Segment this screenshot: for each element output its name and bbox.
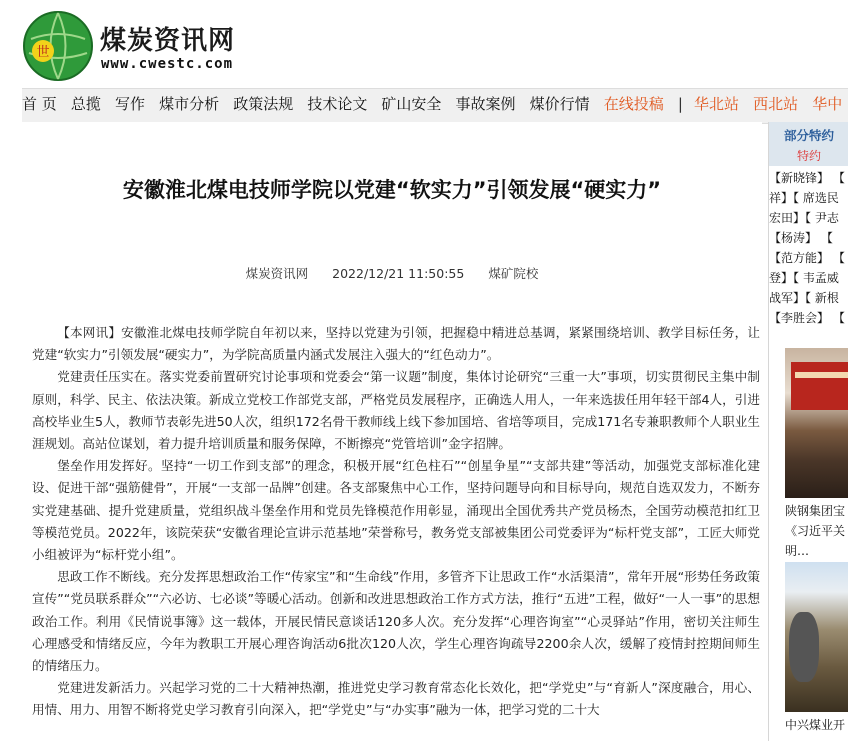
article-datetime: 2022/12/21 11:50:55: [332, 266, 465, 281]
nav-item-market-analysis[interactable]: 煤市分析: [159, 95, 220, 113]
nav-item-submit[interactable]: 在线投稿: [603, 95, 664, 113]
photo-banner-text: [795, 372, 848, 378]
article-category[interactable]: 煤矿院校: [488, 266, 539, 281]
article-meta: [22, 264, 762, 282]
news-caption-2-line1[interactable]: 中兴煤业开: [785, 718, 846, 732]
news-caption-1-line2[interactable]: 《习近平关: [785, 524, 846, 538]
nav-station-northwest[interactable]: 西北站: [753, 95, 799, 113]
nav-item-policy[interactable]: 政策法规: [233, 95, 294, 113]
nav-station-central-china[interactable]: 华中: [812, 95, 843, 113]
sidebar-header: [769, 122, 848, 166]
globe-logo-icon[interactable]: [21, 9, 95, 83]
contributor-link[interactable]: 【新晓锋】 【: [769, 171, 845, 185]
contributor-link[interactable]: 宏田】【 尹志: [769, 211, 839, 225]
article-title: 安徽淮北煤电技师学院以党建“软实力”引领发展“硬实力”: [122, 178, 662, 202]
article-source: 煤炭资讯网: [245, 266, 309, 281]
article-paragraph: 党建责任压实在。落实党委前置研究讨论事项和党委会“第一议题”制度，集体讨论研究“三重一大”事项，切实贯彻民主集中制原则，科学、民主、依法决策。新成立党校工作部党支部，严格党员发展程序，正确选人用人，一年来选拔任用年轻干部4人，引进高校毕业生5人，教师节表彰先进50人次，组织172名骨干教师线上线下参加国培、省培等项目，完成171名专兼职教师个人职业生涯规划。高站位谋划，着力提升培训质量和服务保障，不断擦亮“党管培训”金字招牌。: [32, 369, 760, 452]
news-caption-1-line3[interactable]: 明…: [785, 544, 810, 558]
nav-separator: |: [677, 95, 683, 113]
nav-item-coal-prices[interactable]: 煤价行情: [529, 95, 590, 113]
article-paragraph: 思政工作不断线。充分发挥思想政治工作“传家宝”和“生命线”作用，多管齐下让思政工作“水活渠清”，常年开展“形势任务政策宣传”“党员联系群众”“六必访、七必谈”等暖心活动。创新和改进思想政治工作方式方法，推行“五进”工程，做好“一人一事”的思想政治工作。利用《民情说事簿》这一载体，开展民情民意谈话120多人次。充分发挥“心理咨询室”“心灵驿站”作用，密切关注师生心理感受和情绪反应，今年为教职工开展心理咨询活动6批次120人次，学生心理咨询疏导2200余人次，缓解了疫情封控期间师生的情绪压力。: [32, 569, 760, 674]
nav-item-mine-safety[interactable]: 矿山安全: [381, 95, 442, 113]
contributor-list: [769, 166, 848, 328]
news-photo-1[interactable]: [785, 348, 848, 498]
article-body: [32, 322, 760, 722]
contributor-link[interactable]: 战军】【 新根: [769, 291, 839, 305]
article-paragraph: 堡垒作用发挥好。坚持“一切工作到支部”的理念，积极开展“红色柱石”“创星争星”“支部共建”等活动，加强党支部标准化建设、促进干部“强筋健骨”，开展“一支部一品牌”创建。各支部聚焦中心工作，坚持问题导向和目标导向，规范自选双发力，不断夯实党建基础、提升党建质量，党组织战斗堡垒作用和党员先锋模范作用彰显，涌现出全国优秀共产党员杨杰，全国劳动模范扣红卫等模范党员。2022年，该院荣获“安徽省理论宣讲示范基地”荣誉称号，教务党支部被集团公司党委评为“标杆党支部”，工匠大师党小组被评为“标杆党小组”。: [32, 458, 760, 563]
nav-item-accident-cases[interactable]: 事故案例: [455, 95, 516, 113]
main-nav: [22, 88, 848, 124]
logo-mark-text: 世: [36, 45, 50, 60]
site-url[interactable]: www.cwestc.com: [101, 56, 234, 72]
contributor-link[interactable]: 【李胜会】 【: [769, 311, 845, 325]
news-caption-1-line1[interactable]: 陕钢集团宝: [785, 504, 846, 518]
article-paragraph: 【本网讯】安徽淮北煤电技师学院自年初以来，坚持以党建为引领，把握稳中精进总基调，紧紧围绕培训、教学目标任务，让党建“软实力”引领发展“硬实力”，为学院高质量内涵式发展注入强大的“红色动力”。: [32, 325, 760, 363]
sidebar-title: 部分特约: [783, 128, 834, 143]
article-main: [22, 122, 762, 741]
sidebar: [768, 122, 848, 741]
article-paragraph: 党建进发新活力。兴起学习党的二十大精神热潮，推进党史学习教育常态化长效化，把“学党史”与“育新人”深度融合，用心、用情、用力、用智不断将党史学习教育引向深入，把“学党史”与“办实事”融为一体，把学习党的二十大: [32, 680, 760, 718]
nav-item-overview[interactable]: 总揽: [70, 95, 101, 113]
contributor-link[interactable]: 祥】【 席选民: [769, 191, 839, 205]
site-header: [0, 0, 848, 88]
sidebar-subtitle: 特约: [796, 149, 821, 163]
contributor-link[interactable]: 【杨涛】 【: [769, 231, 833, 245]
contributor-link[interactable]: 【范方能】 【: [769, 251, 845, 265]
nav-item-writing[interactable]: 写作: [114, 95, 145, 113]
contributor-link[interactable]: 登】【 韦孟威: [769, 271, 839, 285]
nav-item-papers[interactable]: 技术论文: [307, 95, 368, 113]
photo-tree: [789, 612, 819, 682]
news-photo-2[interactable]: [785, 562, 848, 712]
nav-item-home[interactable]: 首 页: [22, 95, 57, 113]
site-name[interactable]: 煤炭资讯网: [100, 26, 236, 56]
nav-station-north-china[interactable]: 华北站: [694, 95, 740, 113]
photo-banner: [791, 362, 848, 410]
